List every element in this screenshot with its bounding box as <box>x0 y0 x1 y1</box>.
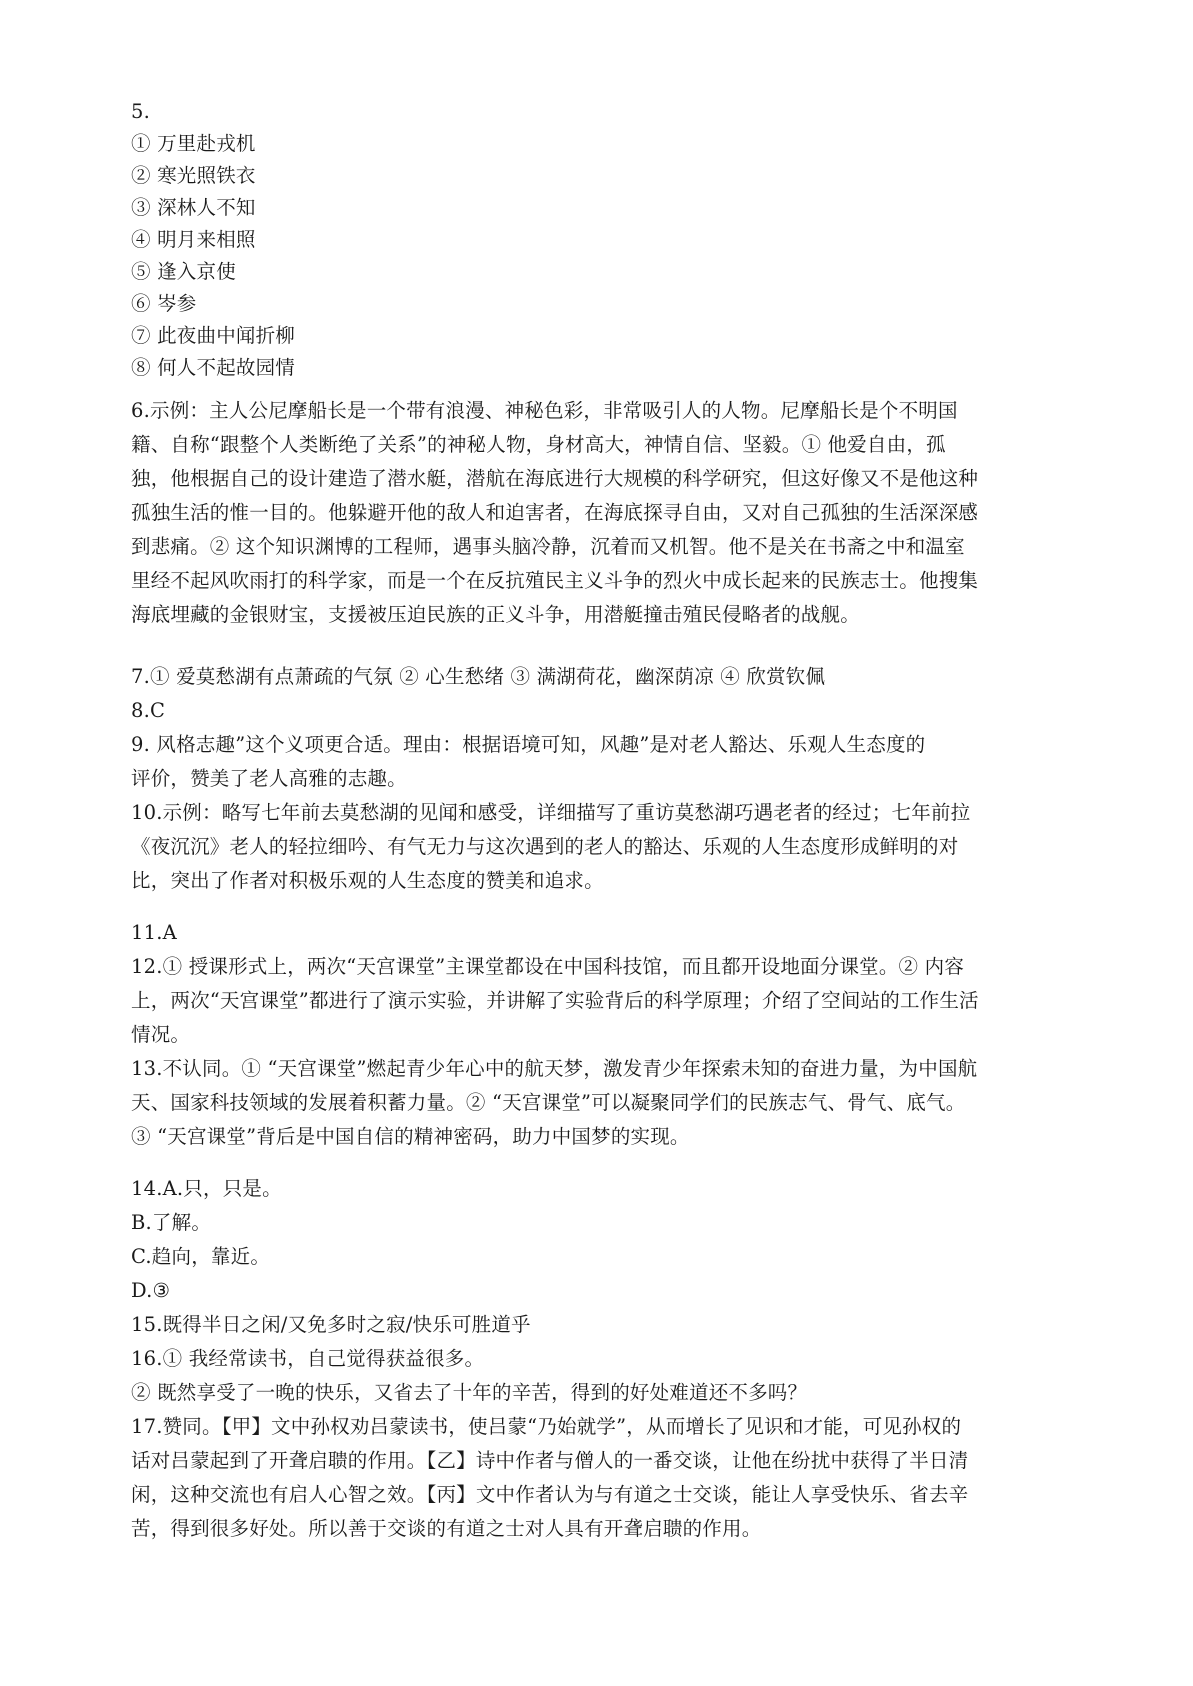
answer-9-line: 9. 风格志趣”这个义项更合适。理由：根据语境可知，风趣”是对老人豁达、乐观人生态度的 <box>131 733 926 756</box>
answer-13-line: 13.不认同。① “天宫课堂”燃起青少年心中的航天梦，激发青少年探索未知的奋进力量，为中国航 <box>131 1057 978 1080</box>
answer-10-line: 比，突出了作者对积极乐观的人生态度的赞美和追求。 <box>131 869 604 892</box>
answer-9-line: 评价，赞美了老人高雅的志趣。 <box>131 767 407 790</box>
answer-15-line: 15.既得半日之闲/又免多时之寂/快乐可胜道乎 <box>131 1313 531 1336</box>
answer-12-line: 上，两次“天宫课堂”都进行了演示实验，并讲解了实验背后的科学原理；介绍了空间站的工作生活 <box>131 989 979 1012</box>
answer-10-line: 10.示例：略写七年前去莫愁湖的见闻和感受，详细描写了重访莫愁湖巧遇老者的经过；七年前拉 <box>131 801 971 824</box>
answer-16-line: ② 既然享受了一晚的快乐，又省去了十年的辛苦，得到的好处难道还不多吗？ <box>131 1381 808 1404</box>
answer-5-item: ④ 明月来相照 <box>131 228 256 251</box>
answer-5-item: ⑦ 此夜曲中闻折柳 <box>131 324 295 347</box>
answer-6-line: 籍、自称“跟整个人类断绝了关系”的神秘人物，身材高大，神情自信、坚毅。① 他爱自由，孤 <box>131 433 946 456</box>
answer-11-13-block <box>131 916 1091 1154</box>
answer-6-line: 孤独生活的惟一目的。他躲避开他的敌人和迫害者，在海底探寻自由，又对自己孤独的生活深深感 <box>131 501 979 524</box>
answer-7-10-block <box>131 660 1091 898</box>
answer-5-item: ⑧ 何人不起故园情 <box>131 356 295 379</box>
answer-17-line: 话对吕蒙起到了开聋启聩的作用。【乙】诗中作者与僧人的一番交谈，让他在纷扰中获得了半日清 <box>131 1449 969 1472</box>
answer-12-line: 12.① 授课形式上，两次“天宫课堂”主课堂都设在中国科技馆，而且都开设地面分课堂。② 内容 <box>131 955 965 978</box>
answer-14-line: B.了解。 <box>131 1211 212 1234</box>
answer-17-line: 苦，得到很多好处。所以善于交谈的有道之士对人具有开聋启聩的作用。 <box>131 1517 762 1540</box>
answer-page <box>131 96 1091 1546</box>
answer-13-line: 天、国家科技领域的发展着积蓄力量。② “天宫课堂”可以凝聚同学们的民族志气、骨气、底气。 <box>131 1091 966 1114</box>
answer-10-line: 《夜沉沉》老人的轻拉细吟、有气无力与这次遇到的老人的豁达、乐观的人生态度形成鲜明的对 <box>131 835 959 858</box>
answer-6-line: 独，他根据自己的设计建造了潜水艇，潜航在海底进行大规模的科学研究，但这好像又不是他这种 <box>131 467 979 490</box>
answer-6-line: 6.示例：主人公尼摩船长是一个带有浪漫、神秘色彩，非常吸引人的人物。尼摩船长是个不明国 <box>131 399 958 422</box>
answer-14-17-block <box>131 1172 1091 1546</box>
answer-14-line: C.趋向，靠近。 <box>131 1245 271 1268</box>
answer-6-block <box>131 394 1091 632</box>
answer-6-line: 里经不起风吹雨打的科学家，而是一个在反抗殖民主义斗争的烈火中成长起来的民族志士。他搜集 <box>131 569 979 592</box>
answer-5-item: ⑤ 逢入京使 <box>131 260 236 283</box>
answer-7-line: 7.① 爱莫愁湖有点萧疏的气氛 ② 心生愁绪 ③ 满湖荷花，幽深荫凉 ④ 欣赏钦佩 <box>131 665 826 688</box>
answer-6-line: 到悲痛。② 这个知识渊博的工程师，遇事头脑冷静，沉着而又机智。他不是关在书斋之中和温室 <box>131 535 965 558</box>
answer-5-item: ② 寒光照铁衣 <box>131 164 256 187</box>
answer-12-line: 情况。 <box>131 1023 191 1046</box>
answer-6-line: 海底埋藏的金银财宝，支援被压迫民族的正义斗争，用潜艇撞击殖民侵略者的战舰。 <box>131 603 860 626</box>
answer-14-line: D.③ <box>131 1279 171 1302</box>
answer-11-line: 11.A <box>131 921 177 944</box>
answer-16-line: 16.① 我经常读书，自己觉得获益很多。 <box>131 1347 485 1370</box>
answer-5-number: 5. <box>131 100 151 123</box>
answer-5-item: ⑥ 岑参 <box>131 292 197 315</box>
answer-14-line: 14.A.只，只是。 <box>131 1177 282 1200</box>
answer-13-line: ③ “天宫课堂”背后是中国自信的精神密码，助力中国梦的实现。 <box>131 1125 690 1148</box>
answer-8-line: 8.C <box>131 699 166 722</box>
answer-5-block <box>131 96 1091 384</box>
answer-5-item: ① 万里赴戎机 <box>131 132 256 155</box>
answer-17-line: 闲，这种交流也有启人心智之效。【丙】文中作者认为与有道之士交谈，能让人享受快乐、省去辛 <box>131 1483 969 1506</box>
answer-17-line: 17.赞同。【甲】文中孙权劝吕蒙读书，使吕蒙“乃始就学”，从而增长了见识和才能，可见孙权的 <box>131 1415 962 1438</box>
answer-5-item: ③ 深林人不知 <box>131 196 256 219</box>
